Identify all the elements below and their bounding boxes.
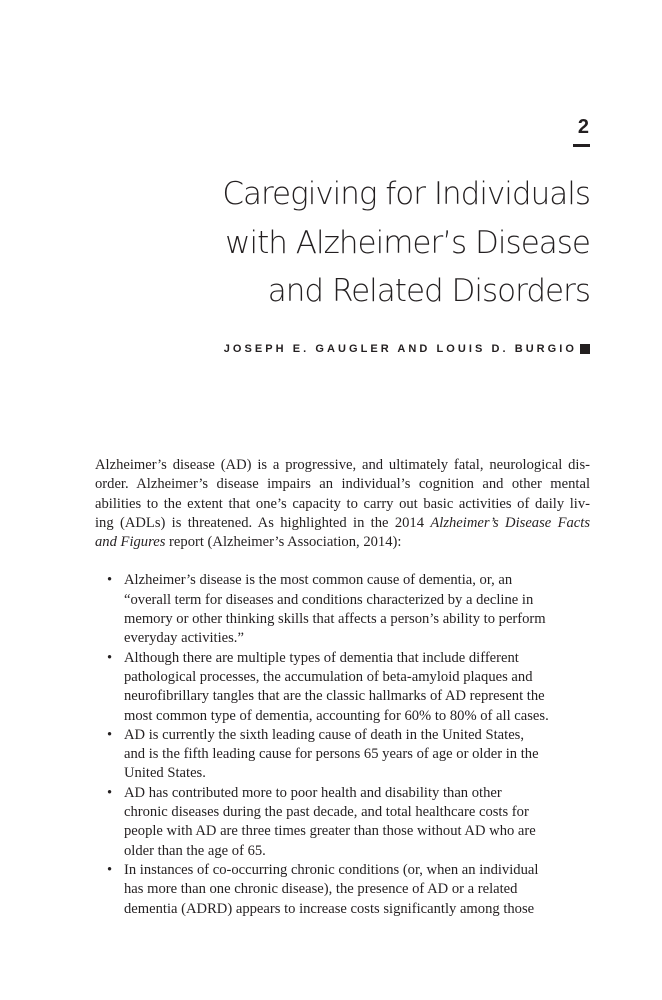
bullet-icon: • [107,572,113,589]
intro-line: Alzheimer’s disease (AD) is a progressive, and ultimately fatal, neurological dis- [95,457,590,473]
intro-paragraph [95,456,590,552]
bullet-line: most common type of dementia, accounting for 60% to 80% of all cases. [124,707,549,724]
bullet-line: AD has contributed more to poor health and disability than other [124,784,502,801]
bullet-line: In instances of co-occurring chronic conditions (or, when an individual [124,861,539,878]
bullet-line: older than the age of 65. [124,842,266,859]
chapter-number: 2 [577,116,589,138]
bullet-line: Alzheimer’s disease is the most common cause of dementia, or, an [124,572,513,589]
intro-line: order. Alzheimer’s disease impairs an individual’s cognition and other mental [95,476,590,493]
bullet-icon: • [107,649,113,666]
bullet-item [95,784,590,861]
bullet-line: and is the fifth leading cause for persons 65 years of age or older in the [124,746,539,763]
bullet-line: AD is currently the sixth leading cause of death in the United States, [124,726,525,743]
report-title-italic: Alzheimer’s Disease Facts [430,514,591,531]
chapter-title-line: Caregiving for Individuals [222,176,590,212]
chapter-title [130,170,590,316]
bullet-icon: • [107,726,113,743]
bullet-line: neurofibrillary tangles that are the classic hallmarks of AD represent the [124,688,545,705]
bullet-line: Although there are multiple types of dementia that include different [124,649,519,666]
bullet-item [95,726,590,784]
intro-line-text: report (Alzheimer’s Association, 2014): [165,534,402,551]
bullet-item [95,571,590,648]
bullet-icon: • [107,784,113,801]
author-names: JOSEPH E. GAUGLER AND LOUIS D. BURGIO [223,343,577,355]
bullet-icon: • [107,861,113,878]
intro-line [95,533,590,552]
bullet-item [95,649,590,726]
bullet-line: everyday activities.” [124,630,244,647]
intro-line: abilities to the extent that one’s capacity to carry out basic activities of daily liv- [95,495,590,512]
chapter-title-line: with Alzheimer’s Disease [225,224,590,261]
chapter-authors [224,343,590,355]
square-ornament-icon [580,344,590,354]
report-title-italic: and Figures [95,534,166,551]
intro-line [95,514,590,533]
bullet-line: dementia (ADRD) appears to increase costs significantly among those [124,900,535,917]
bullet-line: pathological processes, the accumulation of beta-amyloid plaques and [124,668,533,685]
chapter-title-line: and Related Disorders [267,273,590,309]
bullet-line: chronic diseases during the past decade, and total healthcare costs for [124,804,529,821]
bullet-line: has more than one chronic disease), the presence of AD or a related [124,881,518,898]
intro-line-text: ing (ADLs) is threatened. As highlighted in the 2014 [95,514,431,531]
bullet-line: “overall term for diseases and conditions characterized by a decline in [124,591,534,608]
bullet-line: memory or other thinking skills that affects a person’s ability to perform [124,611,546,628]
facts-bullet-list [95,571,590,918]
chapter-body [95,456,590,919]
bullet-line: people with AD are three times greater than those without AD who are [124,823,536,840]
chapter-number-rule [573,144,590,147]
bullet-item [95,861,590,919]
bullet-line: United States. [124,765,206,782]
